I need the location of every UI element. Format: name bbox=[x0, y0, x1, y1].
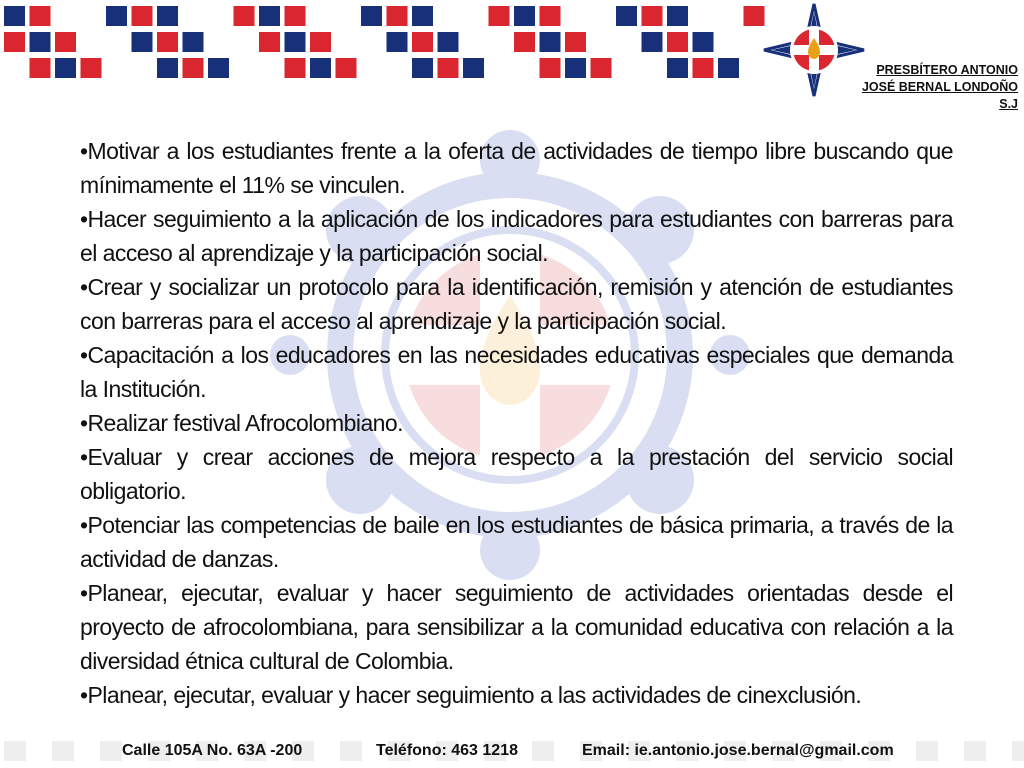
banner-square bbox=[285, 6, 306, 26]
banner-square bbox=[642, 6, 663, 26]
banner-square bbox=[157, 32, 178, 52]
footer-square bbox=[964, 741, 986, 761]
banner-square bbox=[157, 58, 178, 78]
school-name-line-3: S.J bbox=[999, 97, 1018, 111]
school-name-line-2: JOSÉ BERNAL LONDOÑO bbox=[861, 80, 1018, 94]
banner-square bbox=[463, 58, 484, 78]
banner-square bbox=[234, 6, 255, 26]
list-item: •Planear, ejecutar, evaluar y hacer seguimiento a las actividades de cinexclusión. bbox=[80, 682, 862, 708]
footer-address: Calle 105A No. 63A -200 bbox=[122, 742, 303, 759]
banner-square bbox=[361, 6, 382, 26]
banner-square bbox=[387, 6, 408, 26]
footer-square bbox=[340, 741, 362, 761]
banner-square bbox=[55, 32, 76, 52]
footer-square bbox=[532, 741, 554, 761]
banner-square bbox=[514, 32, 535, 52]
footer-square bbox=[1012, 741, 1024, 761]
banner-square bbox=[565, 58, 586, 78]
banner-square bbox=[30, 6, 51, 26]
list-item: •Capacitación a los educadores en las necesidades educativas especiales que demanda la Institución. bbox=[80, 342, 953, 402]
banner-square bbox=[157, 6, 178, 26]
banner-square bbox=[336, 58, 357, 78]
footer-email: Email: ie.antonio.jose.bernal@gmail.com bbox=[582, 742, 894, 759]
banner-square bbox=[132, 6, 153, 26]
school-name-line-1: PRESBÍTERO ANTONIO bbox=[876, 63, 1018, 77]
footer-square bbox=[52, 741, 74, 761]
school-name bbox=[818, 62, 1018, 113]
banner-square bbox=[259, 32, 280, 52]
banner-square bbox=[591, 58, 612, 78]
banner-square bbox=[514, 6, 535, 26]
list-item: •Hacer seguimiento a la aplicación de los indicadores para estudiantes con barreras para el acceso al aprendizaje y la participación social. bbox=[80, 206, 953, 266]
banner-square bbox=[412, 58, 433, 78]
banner-square bbox=[642, 32, 663, 52]
banner-square bbox=[616, 6, 637, 26]
footer-phone: Teléfono: 463 1218 bbox=[376, 742, 518, 759]
footer-square bbox=[100, 741, 122, 761]
banner-square bbox=[540, 6, 561, 26]
list-item: •Planear, ejecutar, evaluar y hacer seguimiento de actividades orientadas desde el proyecto de afrocolombiana, para sensibilizar a la comunidad educativa con relación a la diversidad étnica cultural de Colombia. bbox=[80, 580, 953, 674]
banner-square bbox=[693, 58, 714, 78]
list-item: •Motivar a los estudiantes frente a la oferta de actividades de tiempo libre buscando que mínimamente el 11% se vinculen. bbox=[80, 138, 953, 198]
footer-square bbox=[4, 741, 26, 761]
list-item: •Evaluar y crear acciones de mejora respecto a la prestación del servicio social obligatorio. bbox=[80, 444, 953, 504]
banner-square bbox=[285, 58, 306, 78]
banner-square bbox=[132, 32, 153, 52]
banner-square bbox=[30, 58, 51, 78]
list-item: •Crear y socializar un protocolo para la identificación, remisión y atención de estudiantes con barreras para el acceso al aprendizaje y la participación social. bbox=[80, 274, 953, 334]
banner-square bbox=[55, 58, 76, 78]
banner-square bbox=[4, 32, 25, 52]
banner-square bbox=[718, 58, 739, 78]
banner-square bbox=[489, 6, 510, 26]
banner-square bbox=[310, 32, 331, 52]
banner-square bbox=[81, 58, 102, 78]
footer-square bbox=[916, 741, 938, 761]
banner-square bbox=[438, 32, 459, 52]
banner-square bbox=[667, 6, 688, 26]
activity-list bbox=[80, 134, 953, 712]
banner-square bbox=[540, 32, 561, 52]
banner-square bbox=[412, 6, 433, 26]
banner-square bbox=[30, 32, 51, 52]
banner-square bbox=[667, 32, 688, 52]
list-item: •Realizar festival Afrocolombiano. bbox=[80, 410, 404, 436]
banner-square bbox=[208, 58, 229, 78]
banner-square bbox=[310, 58, 331, 78]
banner-square bbox=[438, 58, 459, 78]
banner-square bbox=[183, 32, 204, 52]
banner-square bbox=[412, 32, 433, 52]
banner-square bbox=[183, 58, 204, 78]
banner-square bbox=[285, 32, 306, 52]
banner-square bbox=[693, 32, 714, 52]
banner-square bbox=[565, 32, 586, 52]
banner-square bbox=[4, 6, 25, 26]
header-checker-banner bbox=[0, 0, 770, 82]
banner-square bbox=[667, 58, 688, 78]
banner-square bbox=[106, 6, 127, 26]
banner-square bbox=[387, 32, 408, 52]
banner-square bbox=[540, 58, 561, 78]
list-item: •Potenciar las competencias de baile en los estudiantes de básica primaria, a través de la actividad de danzas. bbox=[80, 512, 953, 572]
banner-square bbox=[259, 6, 280, 26]
